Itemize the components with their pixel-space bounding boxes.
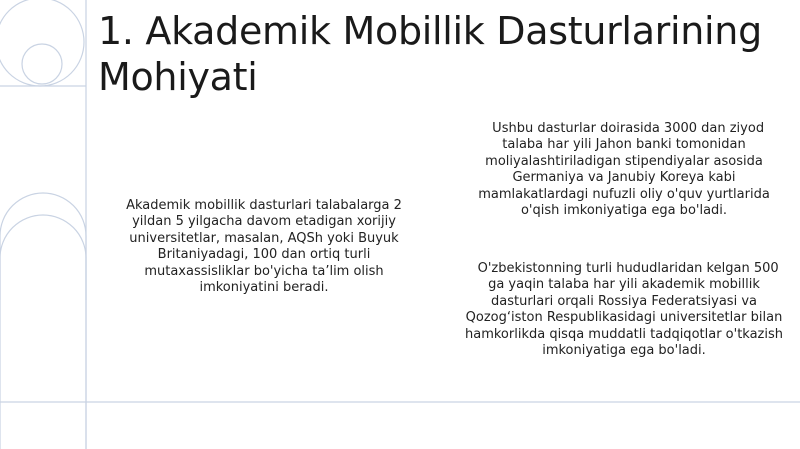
small-inner-circle (22, 44, 62, 84)
upper-arch (0, 215, 86, 300)
top-left-circle (0, 0, 84, 86)
paragraph-left: Akademik mobillik dasturlari talabalarga 2 yildan 5 yilgacha davom etadigan xorijiy universitetlar, masalan, AQSh yoki Buyuk Britaniyadagi, 100 dan ortiq turli mutaxassisliklar bo'yicha ta’lim olish imkoniyatini beradi. (126, 198, 402, 296)
paragraph-right-top: Ushbu dasturlar doirasida 3000 dan ziyod talaba har yili Jahon banki tomonidan moliyalashtiriladigan stipendiyalar asosida Germaniya va Janubiy Koreya kabi mamlakatlardagi nufuzli oliy o'quv yurtlarida o'qish imkoniyatiga ega bo'ladi. (478, 121, 770, 219)
paragraph-right-bottom: O'zbekistonning turli hududlaridan kelgan 500 ga yaqin talaba har yili akademik mobillik dasturlari orqali Rossiya Federatsiyasi va Qozog‘iston Respublikasidagi universitetlar bilan hamkorlikda qisqa muddatli tadqiqotlar o'tkazish imkoniyatiga ega bo'ladi. (464, 261, 784, 359)
slide-title: 1. Akademik Mobillik Dasturlarining Mohiyati (98, 9, 762, 99)
lower-arch (0, 193, 86, 449)
